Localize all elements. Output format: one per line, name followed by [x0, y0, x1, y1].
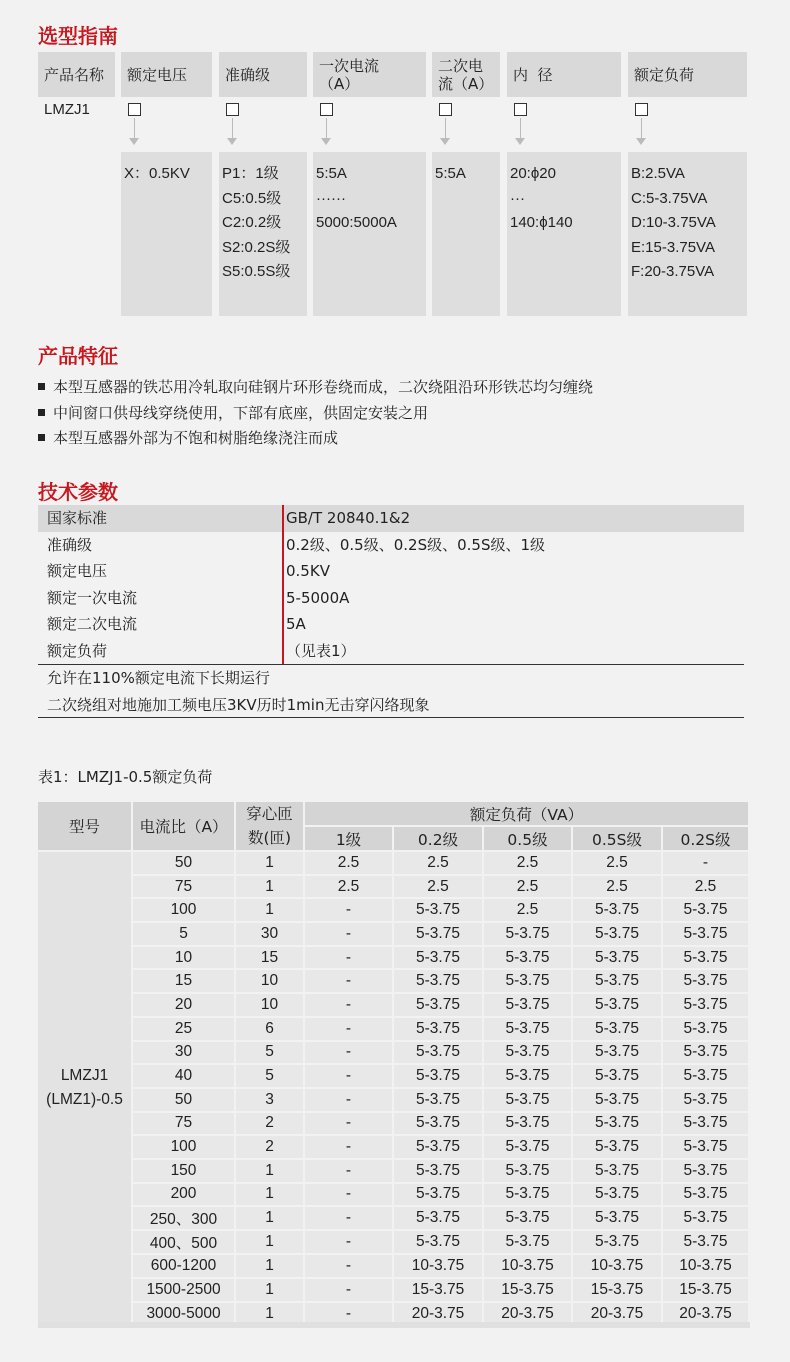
table-cell: 5-3.75 [663, 1160, 750, 1184]
table-cell: 5-3.75 [573, 1231, 663, 1255]
table-cell: 15-3.75 [394, 1279, 484, 1303]
table-row [38, 1113, 750, 1137]
table-cell: 5-3.75 [573, 1089, 663, 1113]
param-value: GB/T 20840.1&2 [286, 509, 411, 527]
param-key: 准确级 [47, 535, 93, 554]
table-cell: 1 [236, 1207, 305, 1231]
class-header: 0.2级 [394, 827, 484, 852]
model-name: LMZJ1 [44, 101, 90, 118]
option-checkbox [128, 103, 141, 116]
table-cell: 20-3.75 [394, 1303, 484, 1327]
table-cell: - [305, 1303, 394, 1327]
option-checkbox [439, 103, 452, 116]
table-cell: 2.5 [663, 876, 750, 900]
header-load: 额定负荷（VA） [305, 802, 750, 827]
header-cell: 准确级 [219, 52, 307, 97]
table-cell: 5-3.75 [573, 1160, 663, 1184]
table-cell: 100 [133, 1136, 236, 1160]
table-cell: 400、500 [133, 1231, 236, 1255]
table-cell: 5-3.75 [484, 947, 573, 971]
header-cell: 二次电 流（A） [432, 52, 500, 97]
table-cell: 5-3.75 [573, 970, 663, 994]
table-cell: 10-3.75 [394, 1255, 484, 1279]
table-cell: 5-3.75 [484, 970, 573, 994]
table-cell: 2.5 [484, 852, 573, 876]
connector-line [641, 118, 642, 138]
header-ratio: 电流比（A） [133, 802, 236, 852]
table-cell: 5-3.75 [663, 1184, 750, 1208]
arrow-down-icon [227, 138, 237, 145]
table-cell: 5-3.75 [663, 1231, 750, 1255]
table-cell: 20-3.75 [484, 1303, 573, 1327]
table-cell: 2.5 [394, 876, 484, 900]
table-cell: - [305, 1113, 394, 1137]
connector-line [232, 118, 233, 138]
table-cell: 5-3.75 [663, 947, 750, 971]
table-row [38, 923, 750, 947]
connector-line [445, 118, 446, 138]
table-cell: - [305, 1279, 394, 1303]
param-value: 5-5000A [286, 588, 350, 607]
table-cell: 20 [133, 994, 236, 1018]
table-cell: 5-3.75 [394, 1160, 484, 1184]
table-cell: 10 [236, 970, 305, 994]
class-header: 1级 [305, 827, 394, 852]
header-cell: 产品名称 [38, 52, 115, 97]
table-cell: 5-3.75 [394, 1042, 484, 1066]
note-row: 二次绕组对地施加工频电压3KV历时1min无击穿闪络现象 [47, 695, 430, 714]
table-row [38, 1184, 750, 1208]
table-row [38, 970, 750, 994]
table-cell: - [305, 1160, 394, 1184]
table-cell: 250、300 [133, 1207, 236, 1231]
table-cell: - [305, 970, 394, 994]
table-cell: - [305, 1042, 394, 1066]
table-cell: - [305, 947, 394, 971]
table-cell: 1 [236, 876, 305, 900]
param-row [38, 532, 744, 559]
feature-text: 中间窗口供母线穿绕使用，下部有底座，供固定安装之用 [53, 403, 429, 422]
table-cell: 5-3.75 [484, 1089, 573, 1113]
table-cell: 5-3.75 [394, 1136, 484, 1160]
table-cell: 50 [133, 1089, 236, 1113]
table-bottom-bar [38, 1322, 750, 1328]
table-cell: 15-3.75 [573, 1279, 663, 1303]
connector-line [326, 118, 327, 138]
bullet-icon [38, 409, 45, 416]
table-cell: 15-3.75 [484, 1279, 573, 1303]
param-key: 额定电压 [47, 562, 108, 581]
table-cell: 2 [236, 1136, 305, 1160]
load-table [38, 802, 750, 1326]
table-cell: 25 [133, 1018, 236, 1042]
table-cell: 5-3.75 [573, 1042, 663, 1066]
arrow-down-icon [321, 138, 331, 145]
table-cell: - [305, 1184, 394, 1208]
table-cell: 15-3.75 [663, 1279, 750, 1303]
class-header: 0.5S级 [573, 827, 663, 852]
table-cell: 5-3.75 [394, 1113, 484, 1137]
param-value: 0.5KV [286, 562, 330, 581]
table-cell: 15 [236, 947, 305, 971]
table-cell: 5-3.75 [663, 1042, 750, 1066]
table-cell: 150 [133, 1160, 236, 1184]
table-cell: 5-3.75 [394, 899, 484, 923]
table-row [38, 947, 750, 971]
table-cell: 1 [236, 1160, 305, 1184]
option-box: 5:5A ······ 5000:5000A [313, 152, 426, 316]
table-cell: 3 [236, 1089, 305, 1113]
note-row: 允许在110%额定电流下长期运行 [47, 669, 270, 687]
table-cell: 5-3.75 [484, 1184, 573, 1208]
table-row [38, 1231, 750, 1255]
table-cell: 5-3.75 [663, 1113, 750, 1137]
table-cell: 6 [236, 1018, 305, 1042]
table-cell: 5-3.75 [394, 1231, 484, 1255]
table-cell: 200 [133, 1184, 236, 1208]
feature-item [38, 402, 428, 423]
table-cell: 75 [133, 876, 236, 900]
table-cell: 5-3.75 [394, 1065, 484, 1089]
feature-text: 本型互感器外部为不饱和树脂绝缘浇注而成 [53, 429, 339, 447]
table-row [38, 1160, 750, 1184]
table-cell: 100 [133, 899, 236, 923]
option-box: P1：1级 C5:0.5级 C2:0.2级 S2:0.2S级 S5:0.5S级 [219, 152, 307, 316]
bullet-icon [38, 434, 45, 441]
table-cell: 2.5 [305, 852, 394, 876]
table-cell: 10 [236, 994, 305, 1018]
table-row [38, 876, 750, 900]
table-cell: 75 [133, 1113, 236, 1137]
header-cell: 额定电压 [121, 52, 212, 97]
table-cell: 2 [236, 1113, 305, 1137]
feature-item [38, 427, 338, 448]
header-cell: 一次电流 （A） [313, 52, 426, 97]
option-checkbox [514, 103, 527, 116]
table-cell: 40 [133, 1065, 236, 1089]
table-cell: 5-3.75 [663, 1018, 750, 1042]
table-cell: 5-3.75 [573, 899, 663, 923]
header-model: 型号 [38, 802, 133, 852]
option-checkbox [226, 103, 239, 116]
table-row [38, 1279, 750, 1303]
table-cell: - [305, 899, 394, 923]
table-cell: 5-3.75 [394, 1018, 484, 1042]
table-cell: 5-3.75 [663, 994, 750, 1018]
table-cell: 2.5 [573, 876, 663, 900]
table-cell: - [305, 1207, 394, 1231]
tech-params-title: 技术参数 [38, 480, 118, 504]
arrow-down-icon [515, 138, 525, 145]
param-value: （见表1） [286, 642, 356, 660]
param-value: 0.2级、0.5级、0.2S级、0.5S级、1级 [286, 535, 546, 554]
header-cell: 内 径 [507, 52, 621, 97]
arrow-down-icon [129, 138, 139, 145]
connector-line [520, 118, 521, 138]
table-cell: 5-3.75 [484, 923, 573, 947]
table-cell: 5-3.75 [484, 1136, 573, 1160]
table-cell: - [305, 994, 394, 1018]
table-cell: 5-3.75 [484, 1160, 573, 1184]
table-row [38, 852, 750, 876]
table-cell: 5-3.75 [573, 1065, 663, 1089]
class-header: 0.2S级 [663, 827, 750, 852]
table-cell: - [305, 1018, 394, 1042]
table-row [38, 899, 750, 923]
table-cell: 5-3.75 [573, 1136, 663, 1160]
table-caption: 表1：LMZJ1-0.5额定负荷 [38, 768, 213, 786]
model-cell: LMZJ1 (LMZ1)-0.5 [38, 852, 133, 1326]
header-turns [236, 802, 305, 852]
table-cell: 5-3.75 [484, 1113, 573, 1137]
connector-line [134, 118, 135, 138]
table-cell: 2.5 [484, 876, 573, 900]
table-cell: 10-3.75 [573, 1255, 663, 1279]
param-row [38, 585, 744, 612]
table-cell: - [305, 923, 394, 947]
header-cell: 额定负荷 [628, 52, 747, 97]
table-cell: 2.5 [305, 876, 394, 900]
features-title: 产品特征 [38, 344, 118, 368]
table-row [38, 1089, 750, 1113]
option-box: B:2.5VA C:5-3.75VA D:10-3.75VA E:15-3.75VA F:20-3.75VA [628, 152, 747, 316]
table-row [38, 1255, 750, 1279]
table-cell: 10-3.75 [484, 1255, 573, 1279]
table-cell: 5-3.75 [573, 1018, 663, 1042]
param-key: 额定一次电流 [47, 588, 138, 607]
param-row [38, 505, 744, 532]
table-cell: 5-3.75 [573, 1207, 663, 1231]
divider-line [38, 717, 744, 718]
table-cell: 1 [236, 1255, 305, 1279]
table-cell: 30 [133, 1042, 236, 1066]
param-row [38, 558, 744, 585]
option-checkbox [635, 103, 648, 116]
table-cell: 2.5 [394, 852, 484, 876]
table-cell: - [305, 1089, 394, 1113]
table-cell: 1 [236, 1184, 305, 1208]
param-key: 额定二次电流 [47, 615, 138, 634]
table-cell: 600-1200 [133, 1255, 236, 1279]
table-cell: 5-3.75 [573, 947, 663, 971]
table-cell: - [305, 1255, 394, 1279]
table-row [38, 1042, 750, 1066]
table-cell: 1 [236, 1279, 305, 1303]
selection-guide-title: 选型指南 [38, 24, 118, 48]
table-cell: 5-3.75 [394, 970, 484, 994]
arrow-down-icon [636, 138, 646, 145]
table-cell: 5-3.75 [394, 1184, 484, 1208]
table-cell: 15 [133, 970, 236, 994]
class-header: 0.5级 [484, 827, 573, 852]
table-cell: 5-3.75 [394, 994, 484, 1018]
option-box: 5:5A [432, 152, 500, 316]
table-cell: 1500-2500 [133, 1279, 236, 1303]
table-cell: - [305, 1065, 394, 1089]
table-cell: 30 [236, 923, 305, 947]
option-box: 20:ϕ20 ··· 140:ϕ140 [507, 152, 621, 316]
red-divider [282, 505, 284, 664]
param-row [38, 638, 744, 665]
table-cell: 5-3.75 [394, 1207, 484, 1231]
table-cell: 5-3.75 [484, 1231, 573, 1255]
table-row [38, 1136, 750, 1160]
table-cell: 5 [236, 1065, 305, 1089]
table-cell: 5-3.75 [663, 1207, 750, 1231]
table-cell: 5-3.75 [484, 1207, 573, 1231]
table-cell: 1 [236, 1303, 305, 1327]
table-cell: 50 [133, 852, 236, 876]
table-cell: 5-3.75 [663, 899, 750, 923]
table-cell: 5 [133, 923, 236, 947]
table-cell: 10 [133, 947, 236, 971]
table-cell: 5-3.75 [394, 1089, 484, 1113]
option-box: X：0.5KV [121, 152, 212, 316]
table-cell: - [663, 852, 750, 876]
table-cell: 5-3.75 [663, 923, 750, 947]
table-cell: 10-3.75 [663, 1255, 750, 1279]
table-row [38, 994, 750, 1018]
table-cell: 5-3.75 [573, 1184, 663, 1208]
table-cell: 1 [236, 899, 305, 923]
table-cell: 20-3.75 [663, 1303, 750, 1327]
table-cell: 5-3.75 [484, 1065, 573, 1089]
header-turns-text: 穿心匝数(匝) [246, 805, 293, 847]
table-cell: 5-3.75 [663, 1065, 750, 1089]
table-row [38, 1207, 750, 1231]
option-checkbox [320, 103, 333, 116]
bullet-icon [38, 383, 45, 390]
table-cell: 3000-5000 [133, 1303, 236, 1327]
table-cell: 5-3.75 [484, 994, 573, 1018]
param-key: 额定负荷 [47, 642, 108, 660]
table-cell: 5-3.75 [663, 1136, 750, 1160]
table-cell: 2.5 [573, 852, 663, 876]
table-cell: - [305, 1231, 394, 1255]
table-cell: 5-3.75 [663, 1089, 750, 1113]
param-value: 5A [286, 615, 306, 634]
feature-text: 本型互感器的铁芯用冷轧取向硅钢片环形卷绕而成，二次绕阻沿环形铁芯均匀缠绕 [53, 378, 594, 396]
table-cell: 5 [236, 1042, 305, 1066]
param-row [38, 611, 744, 638]
table-cell: 5-3.75 [394, 947, 484, 971]
table-cell: 1 [236, 1231, 305, 1255]
table-cell: 5-3.75 [663, 970, 750, 994]
table-cell: 5-3.75 [484, 1042, 573, 1066]
param-key: 国家标准 [47, 509, 108, 527]
table-row [38, 1018, 750, 1042]
table-cell: 2.5 [484, 899, 573, 923]
table-cell: 5-3.75 [573, 923, 663, 947]
table-cell: - [305, 1136, 394, 1160]
feature-item [38, 376, 593, 397]
table-cell: 5-3.75 [394, 923, 484, 947]
table-cell: 1 [236, 852, 305, 876]
table-cell: 5-3.75 [573, 1113, 663, 1137]
table-cell: 5-3.75 [484, 1018, 573, 1042]
table-row [38, 1065, 750, 1089]
arrow-down-icon [440, 138, 450, 145]
table-cell: 20-3.75 [573, 1303, 663, 1327]
table-cell: 5-3.75 [573, 994, 663, 1018]
